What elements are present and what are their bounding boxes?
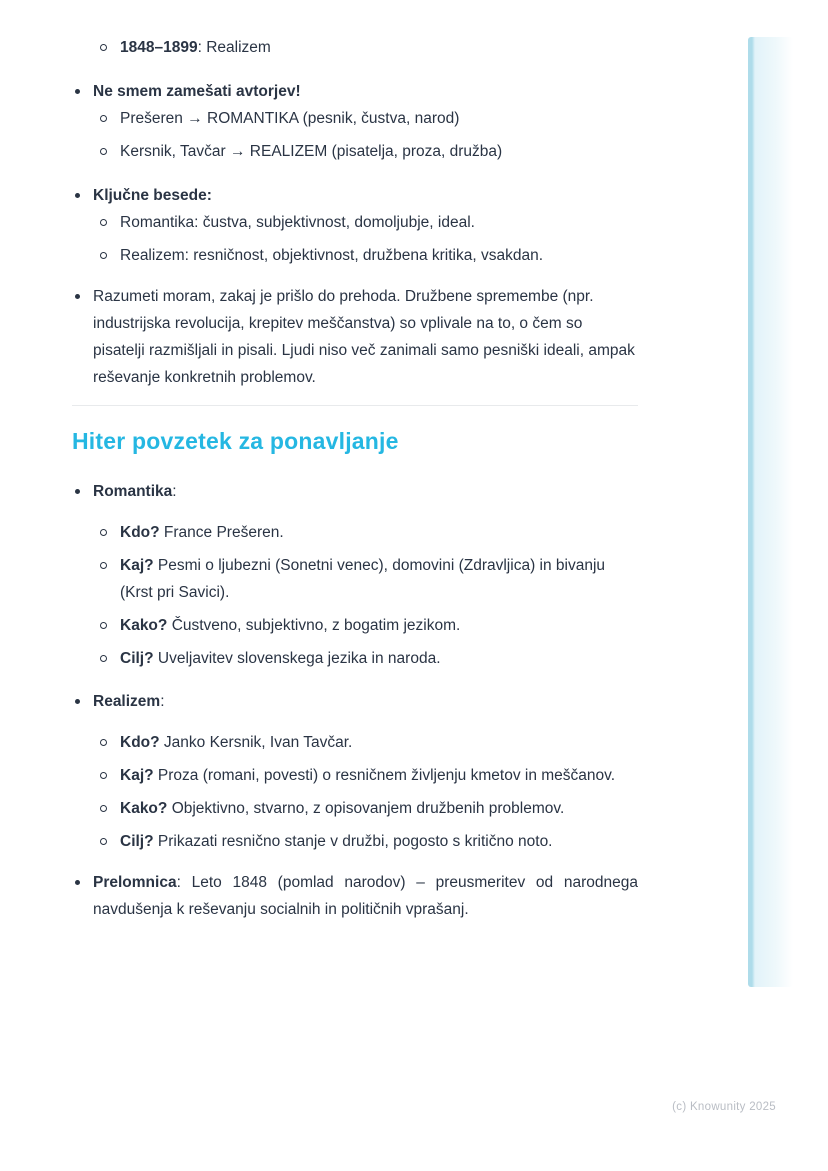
list-item-text: Prešeren → ROMANTIKA (pesnik, čustva, narod)	[120, 110, 460, 127]
qa-text	[120, 612, 638, 639]
bullet-circle-icon	[100, 828, 120, 845]
list-item-period	[100, 34, 638, 61]
qa-question: Kaj?	[120, 557, 154, 574]
qa-answer: Objektivno, stvarno, z opisovanjem družbenih problemov.	[171, 800, 565, 817]
list-item-romantika-title	[72, 478, 638, 505]
list-item-note	[72, 283, 638, 391]
bullet-dot-icon	[72, 182, 93, 198]
qa-question: Kako?	[120, 800, 168, 817]
qa-text	[120, 828, 638, 855]
list-item-text	[93, 478, 638, 505]
keywords-title: Ključne besede:	[93, 187, 212, 204]
qa-question: Kdo?	[120, 734, 160, 751]
bullet-circle-icon	[100, 795, 120, 812]
bullet-circle-icon	[100, 729, 120, 746]
qa-text	[120, 795, 638, 822]
authors-title: Ne smem zamešati avtorjev!	[93, 83, 301, 100]
section-heading: Hiter povzetek za ponavljanje	[72, 428, 399, 454]
list-item-qa	[100, 645, 638, 672]
realizem-label: Realizem	[93, 693, 161, 710]
list-item-keywords-title	[72, 182, 638, 209]
bullet-dot-icon	[72, 283, 93, 299]
list-item-qa	[100, 519, 638, 546]
list-item-qa	[100, 552, 638, 606]
list-item-prelomnica	[72, 869, 638, 923]
list-item	[100, 242, 638, 269]
list-item-text	[93, 78, 638, 105]
list-item-text	[93, 869, 638, 923]
list-item-qa	[100, 762, 638, 789]
bullet-circle-icon	[100, 612, 120, 629]
copyright-notice: (c) Knowunity 2025	[672, 1101, 776, 1113]
note-content	[72, 0, 638, 923]
list-item	[100, 105, 638, 132]
note-paragraph: Razumeti moram, zakaj je prišlo do prehoda. Družbene spremembe (npr. industrijska revolucija, krepitev meščanstva) so vplivale na to, o čem so pisatelji razmišljali in pisali. Ljudi niso več zanimali samo pesniški ideali, ampak reševanje konkretnih problemov.	[93, 288, 635, 386]
list-item	[100, 138, 638, 165]
bullet-circle-icon	[100, 645, 120, 662]
period-range: 1848–1899	[120, 39, 198, 56]
realizem-colon: :	[160, 693, 165, 710]
qa-text	[120, 645, 638, 672]
qa-text	[120, 762, 638, 789]
list-item-qa	[100, 729, 638, 756]
list-item-realizem-title	[72, 688, 638, 715]
bullet-circle-icon	[100, 519, 120, 536]
qa-answer: Uveljavitev slovenskega jezika in naroda.	[157, 650, 441, 667]
romantika-label: Romantika	[93, 483, 173, 500]
qa-text	[120, 552, 638, 606]
prelomnica-text: : Leto 1848 (pomlad narodov) – preusmeritev od narodnega navdušenja k reševanju socialnih in političnih vprašanj.	[93, 874, 638, 918]
qa-answer: Čustveno, subjektivno, z bogatim jezikom.	[171, 617, 461, 634]
section-divider	[72, 405, 638, 406]
list-item	[100, 209, 638, 236]
qa-text	[120, 519, 638, 546]
bullet-circle-icon	[100, 552, 120, 569]
bullet-circle-icon	[100, 762, 120, 779]
prelomnica-label: Prelomnica	[93, 874, 177, 891]
bullet-circle-icon	[100, 138, 120, 155]
bullet-dot-icon	[72, 478, 93, 494]
qa-question: Cilj?	[120, 650, 154, 667]
qa-answer: France Prešeren.	[163, 524, 284, 541]
qa-question: Kaj?	[120, 767, 154, 784]
list-item-text	[93, 688, 638, 715]
qa-question: Cilj?	[120, 833, 154, 850]
qa-text	[120, 729, 638, 756]
qa-answer: Proza (romani, povesti) o resničnem življenju kmetov in meščanov.	[157, 767, 616, 784]
list-item-text: Realizem: resničnost, objektivnost, družbena kritika, vsakdan.	[120, 247, 544, 264]
list-item-qa	[100, 828, 638, 855]
bullet-circle-icon	[100, 34, 120, 51]
list-item-text	[120, 34, 638, 61]
qa-answer: Pesmi o ljubezni (Sonetni venec), domovini (Zdravljica) in bivanju (Krst pri Savici).	[120, 557, 606, 601]
list-item-text: Kersnik, Tavčar → REALIZEM (pisatelja, proza, družba)	[120, 143, 503, 160]
bullet-dot-icon	[72, 869, 93, 885]
list-item-text	[93, 182, 638, 209]
list-item-qa	[100, 612, 638, 639]
list-item-authors-title	[72, 78, 638, 105]
list-item-qa	[100, 795, 638, 822]
bullet-dot-icon	[72, 78, 93, 94]
qa-answer: Prikazati resnično stanje v družbi, pogosto s kritično noto.	[157, 833, 553, 850]
bullet-circle-icon	[100, 242, 120, 259]
qa-question: Kako?	[120, 617, 168, 634]
bullet-circle-icon	[100, 209, 120, 226]
accent-strip	[748, 37, 793, 987]
bullet-dot-icon	[72, 688, 93, 704]
qa-question: Kdo?	[120, 524, 160, 541]
romantika-colon: :	[172, 483, 177, 500]
bullet-circle-icon	[100, 105, 120, 122]
period-label: : Realizem	[197, 39, 271, 56]
list-item-text: Romantika: čustva, subjektivnost, domoljubje, ideal.	[120, 214, 475, 231]
qa-answer: Janko Kersnik, Ivan Tavčar.	[163, 734, 353, 751]
